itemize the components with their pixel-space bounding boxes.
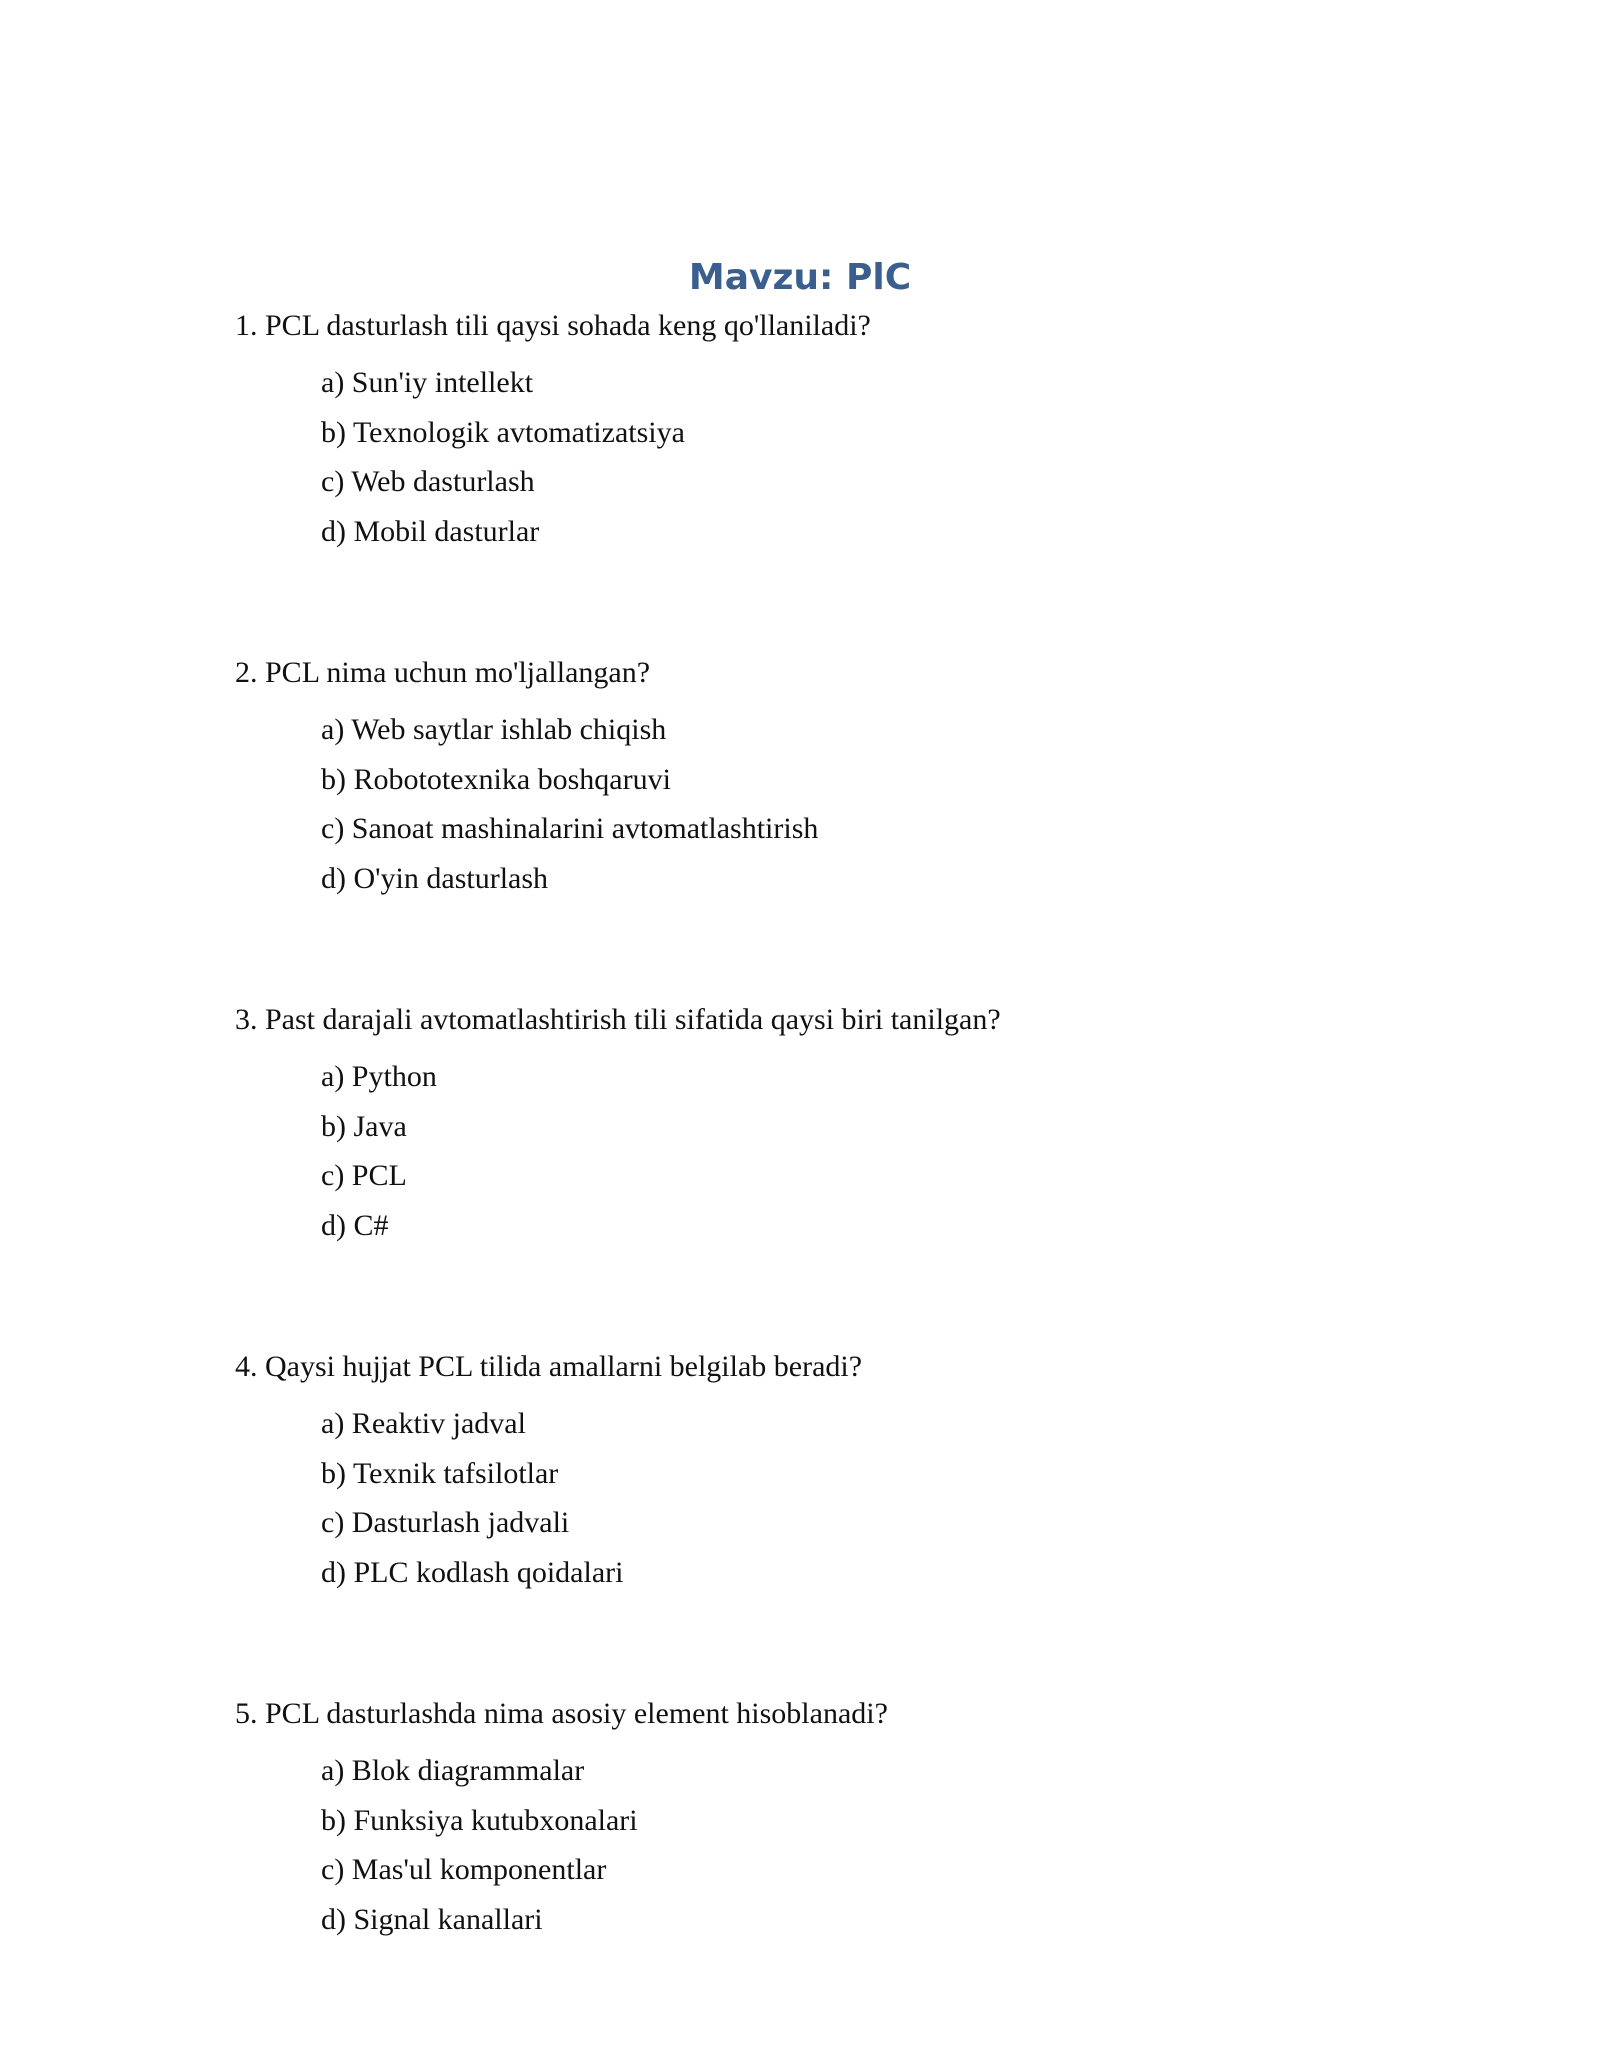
option-b: b) Robototexnika boshqaruvi bbox=[321, 762, 671, 796]
question-text: 3. Past darajali avtomatlashtirish tili sifatida qaysi biri tanilgan? bbox=[235, 1003, 1001, 1036]
option-d: d) Signal kanallari bbox=[321, 1902, 543, 1936]
answer-options bbox=[235, 1044, 1435, 1250]
page-title: Mavzu: PlC bbox=[688, 257, 912, 298]
option-b: b) Java bbox=[321, 1109, 407, 1143]
option-c: c) Mas'ul komponentlar bbox=[321, 1853, 607, 1886]
answer-options bbox=[235, 1391, 1435, 1597]
answer-options bbox=[235, 350, 1435, 556]
option-d: d) PLC kodlash qoidalari bbox=[321, 1555, 624, 1589]
option-c: c) Sanoat mashinalarini avtomatlashtirish bbox=[321, 812, 819, 845]
option-d: d) C# bbox=[321, 1208, 389, 1242]
option-d: d) O'yin dasturlash bbox=[321, 861, 549, 895]
option-b: b) Funksiya kutubxonalari bbox=[321, 1803, 638, 1837]
question-1 bbox=[235, 302, 1435, 556]
option-a: a) Blok diagrammalar bbox=[321, 1754, 585, 1787]
question-text: 4. Qaysi hujjat PCL tilida amallarni belgilab beradi? bbox=[235, 1350, 863, 1383]
question-2 bbox=[235, 649, 1435, 903]
question-4 bbox=[235, 1343, 1435, 1597]
question-5 bbox=[235, 1690, 1435, 1944]
question-text: 1. PCL dasturlash tili qaysi sohada keng qo'llaniladi? bbox=[235, 309, 871, 342]
option-c: c) Dasturlash jadvali bbox=[321, 1506, 570, 1539]
question-3 bbox=[235, 996, 1435, 1250]
option-c: c) PCL bbox=[321, 1159, 407, 1192]
option-a: a) Web saytlar ishlab chiqish bbox=[321, 713, 667, 746]
answer-options bbox=[235, 1738, 1435, 1944]
option-a: a) Python bbox=[321, 1060, 437, 1093]
option-a: a) Sun'iy intellekt bbox=[321, 366, 534, 399]
answer-options bbox=[235, 697, 1435, 903]
quiz bbox=[235, 302, 1435, 2037]
question-text: 2. PCL nima uchun mo'ljallangan? bbox=[235, 656, 651, 689]
option-a: a) Reaktiv jadval bbox=[321, 1407, 526, 1440]
option-b: b) Texnik tafsilotlar bbox=[321, 1456, 559, 1490]
option-c: c) Web dasturlash bbox=[321, 465, 535, 498]
option-d: d) Mobil dasturlar bbox=[321, 514, 540, 548]
option-b: b) Texnologik avtomatizatsiya bbox=[321, 415, 685, 449]
question-text: 5. PCL dasturlashda nima asosiy element hisoblanadi? bbox=[235, 1697, 888, 1730]
